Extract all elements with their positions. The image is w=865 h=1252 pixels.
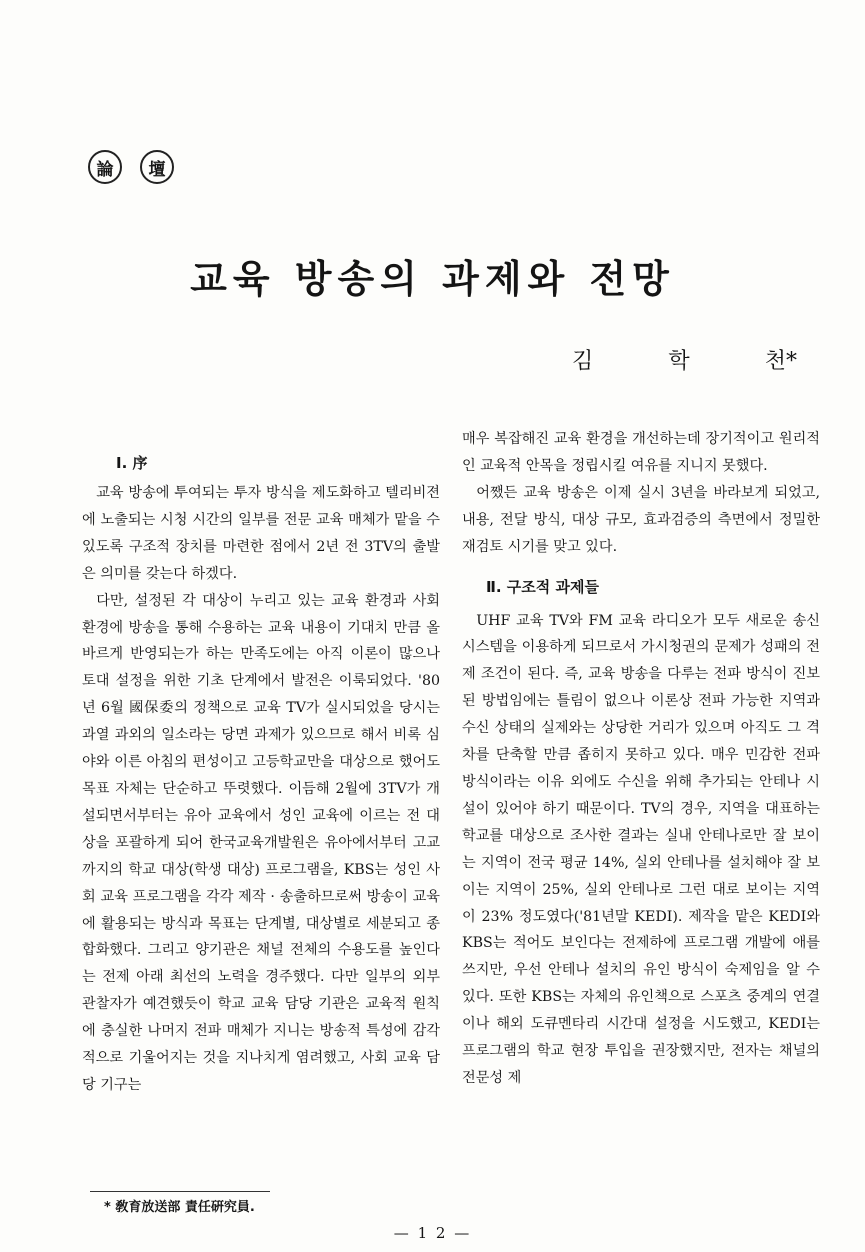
footnote: * 敎育放送部 責任硏究員. <box>104 1200 255 1215</box>
body-paragraph: 어쨌든 교육 방송은 이제 실시 3년을 바라보게 되었고, 내용, 전달 방식, 대상 규모, 효과검증의 측면에서 정밀한 재검토 시기를 맞고 있다. <box>462 484 820 555</box>
left-column <box>82 447 440 1099</box>
author-char: 학 <box>668 349 690 374</box>
section-tag-char: 壇 <box>140 150 174 184</box>
author-char: 천* <box>764 349 797 374</box>
body-paragraph-continuation: 매우 복잡해진 교육 환경을 개선하는데 장기적이고 원리적인 교육적 안목을 정립시킬 여유를 지니지 못했다. <box>462 431 820 474</box>
footnote-divider <box>90 1191 270 1192</box>
section-tag-char: 論 <box>88 150 122 184</box>
section-heading-structural: Ⅱ. 구조적 과제들 <box>486 577 599 596</box>
body-paragraph: 다만, 설정된 각 대상이 누리고 있는 교육 환경과 사회 환경에 방송을 통해 수용하는 교육 내용이 기대치 만큼 올바르게 반영되는가 하는 만족도에는 아직 이론이 많으나 토대 설정을 위한 기초 단계에서 발전은 이룩되었다. '80년 6월 國保委의 정책으로 교육 TV가 실시되었을 당시는 과열 과외의 일소라는 당면 과제가 있으므로 해서 비록 심야와 이른 아침의 편성이고 고등학교만을 대상으로 했어도 목표 자체는 단순하고 뚜렷했다. 이듬해 2월에 3TV가 개설되면서부터는 유아 교육에서 성인 교육에 이르는 전 대상을 포괄하게 되어 한국교육개발원은 유아에서부터 고교까지의 학교 대상(학생 대상) 프로그램을, KBS는 성인 사회 교육 프로그램을 각각 제작 · 송출하므로써 방송이 교육에 활용되는 방식과 목표는 단계별, 대상별로 세분되고 종합화했다. 그리고 양기관은 채널 전체의 수용도를 높인다는 전제 아래 최선의 노력을 경주했다. 다만 일부의 외부 관찰자가 예견했듯이 학교 교육 담당 기관은 교육적 원칙에 충실한 나머지 전파 매체가 지니는 방송적 특성에 감각적으로 기울어지는 것을 지나치게 염려했고, 사회 교육 담당 기구는 <box>82 592 440 1093</box>
right-column <box>462 426 820 1092</box>
body-paragraph: UHF 교육 TV와 FM 교육 라디오가 모두 새로운 송신 시스템을 이용하게 되므로서 가시청권의 문제가 성패의 전제 조건이 된다. 즉, 교육 방송을 다루는 전파 방식이 진보된 방법임에는 틀림이 없으나 이론상 전파 가능한 지역과 수신 상태의 실제와는 상당한 거리가 있으며 아직도 그 격차를 단축할 만큼 좁히지 못하고 있다. 매우 민감한 전파 방식이라는 이유 외에도 수신을 위해 추가되는 안테나 시설이 있어야 하기 때문이다. TV의 경우, 지역을 대표하는 학교를 대상으로 조사한 결과는 실내 안테나로만 잘 보이는 지역이 전국 평균 14%, 실외 안테나를 설치해야 잘 보이는 지역이 25%, 실외 안테나로 그런 대로 보이는 지역이 23% 정도였다('81년말 KEDI). 제작을 맡은 KEDI와 KBS는 적어도 보인다는 전제하에 프로그램 개발에 애를 쓰지만, 우선 안테나 설치의 유인 방식이 숙제임을 알 수 있다. 또한 KBS는 자체의 유인책으로 스포츠 중계의 연결이나 해외 도큐멘타리 시간대 설정을 시도했고, KEDI는 프로그램의 학교 현장 투입을 권장했지만, 전자는 채널의 전문성 제 <box>462 612 820 1086</box>
section-tag <box>88 150 174 184</box>
section-heading-intro: Ⅰ. 序 <box>116 454 148 472</box>
author-char: 김 <box>572 349 594 374</box>
page-number: — 1 2 — <box>393 1224 472 1242</box>
author-name <box>572 344 797 375</box>
article-title: 교육 방송의 과제와 전망 <box>190 256 675 301</box>
body-paragraph: 교육 방송에 투여되는 투자 방식을 제도화하고 텔리비젼에 노출되는 시청 시간의 일부를 전문 교육 매체가 맡을 수 있도록 구조적 장치를 마련한 점에서 2년 전 3TV의 출발은 의미를 갖는다 하겠다. <box>82 485 440 582</box>
